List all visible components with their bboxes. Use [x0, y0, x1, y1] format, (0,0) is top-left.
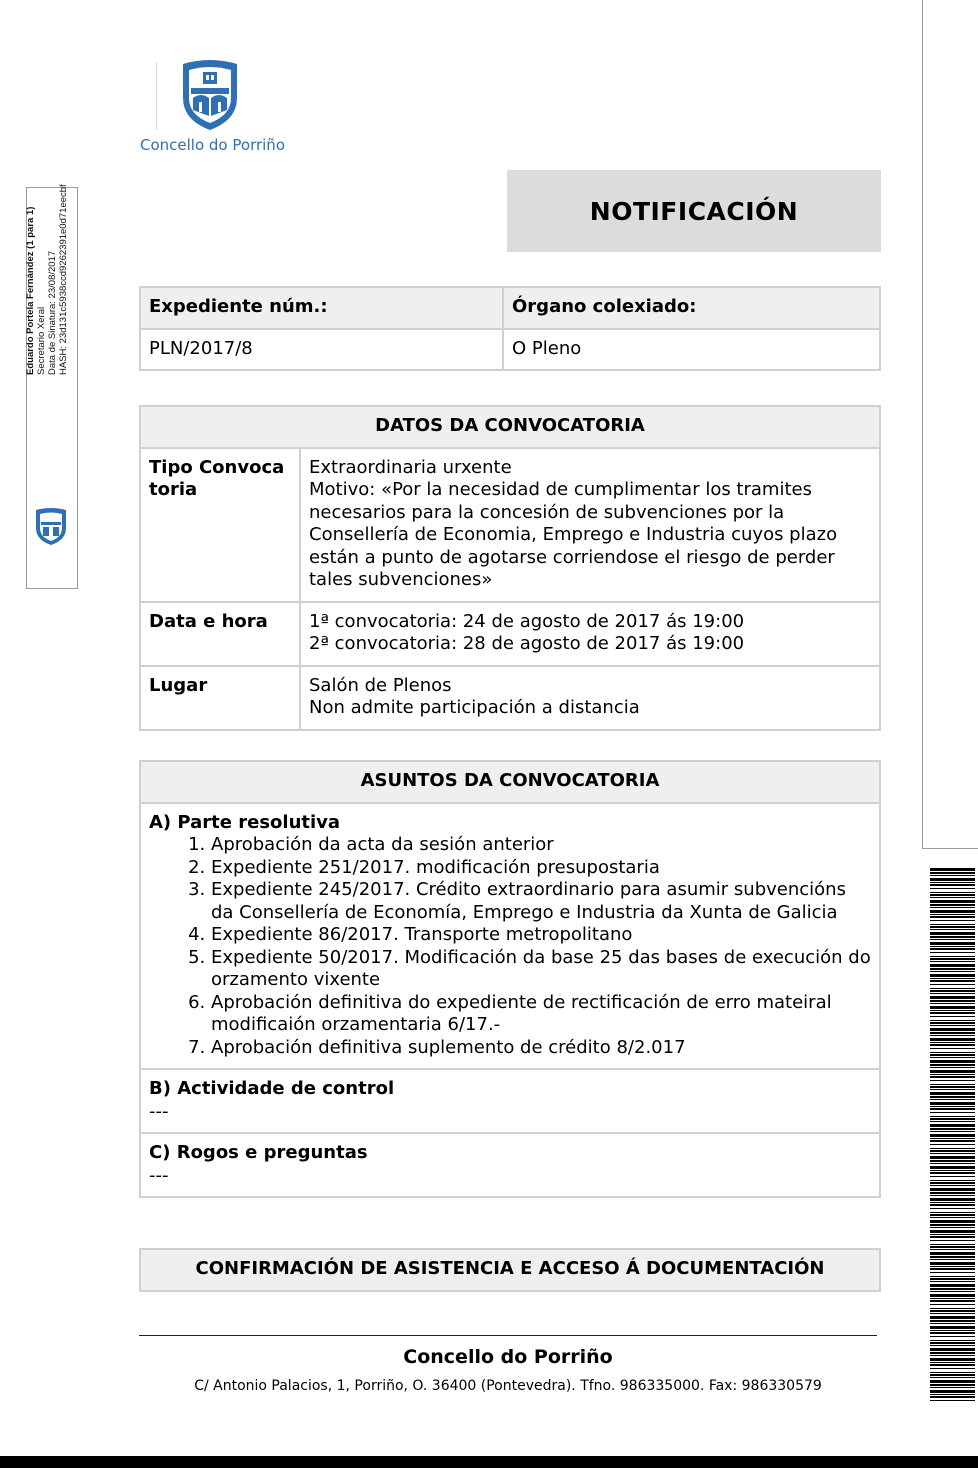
datos-heading: DATOS DA CONVOCATORIA — [140, 406, 880, 448]
asuntos-heading: ASUNTOS DA CONVOCATORIA — [140, 761, 880, 803]
actividade-control — [140, 1069, 880, 1133]
council-shield-icon — [179, 58, 241, 132]
page-title: NOTIFICACIÓN — [589, 196, 799, 226]
small-shield-icon — [33, 506, 69, 546]
segunda-convocatoria: 2ª convocatoria: 28 de agosto de 2017 ás 19:00 — [309, 633, 745, 654]
list-item: 4. Expediente 86/2017. Transporte metropolitano — [211, 924, 871, 947]
bottom-edge — [0, 1456, 978, 1468]
confirmacion-heading: CONFIRMACIÓN DE ASISTENCIA E ACCESO Á DOCUMENTACIÓN — [140, 1249, 880, 1291]
list-item: 2. Expediente 251/2017. modificación presupostaria — [211, 857, 871, 880]
lugar-value — [300, 666, 880, 730]
organo-value: O Pleno — [503, 329, 880, 371]
lugar-nome: Salón de Plenos — [309, 674, 452, 696]
confirmacion-table — [139, 1248, 881, 1292]
council-logo — [140, 58, 285, 154]
list-item: 3. Expediente 245/2017. Crédito extraordinario para asumir subvencións da Consellería de Economía, Emprego e Industria da Xunta de Galicia — [211, 879, 871, 924]
rogos-preguntas-title: C) Rogos e preguntas — [149, 1142, 368, 1163]
signer-name: Eduardo Portela Fernández (1 para 1) — [25, 206, 36, 375]
list-item: 7. Aprobación definitiva suplemento de crédito 8/2.017 — [211, 1037, 871, 1060]
notification-title-box — [507, 170, 881, 252]
rogos-preguntas — [140, 1133, 880, 1197]
tipo-value — [300, 448, 880, 602]
footer-divider — [139, 1335, 877, 1336]
signature-date: Data de Sinatura: 23/08/2017 — [47, 250, 58, 375]
footer-address: C/ Antonio Palacios, 1, Porriño, O. 36400 (Pontevedra). Tfno. 986335000. Fax: 986330579 — [194, 1378, 822, 1394]
parte-resolutiva — [140, 803, 880, 1070]
tipo-motivo: Motivo: «Por la necesidad de cumplimentar los tramites necesarios para la concesión de subvenciones por la Consellería de Economia, Emprego e Industria cuyos plazo están a punto de agotarse corriendose el riesgo de perder tales subvenciones» — [309, 479, 838, 590]
logo-text: Concello do Porriño — [140, 136, 285, 154]
tipo-convocatoria: Extraordinaria urxente — [309, 456, 512, 478]
datos-convocatoria-table — [139, 405, 881, 731]
parte-resolutiva-title: A) Parte resolutiva — [149, 811, 341, 833]
expediente-num-value: PLN/2017/8 — [140, 329, 503, 371]
tipo-label: Tipo Convocatoria — [140, 448, 300, 602]
signer-role: Secretario Xeral — [36, 306, 47, 375]
footer-name: Concello do Porriño — [403, 1346, 613, 1368]
lugar-label: Lugar — [140, 666, 300, 730]
data-hora-label: Data e hora — [140, 602, 300, 666]
organo-label: Órgano colexiado: — [503, 287, 880, 329]
right-margin-frame — [922, 0, 978, 849]
signature-logo — [33, 506, 69, 550]
signature-hash: HASH: 23d131c5938ccd9262391e0d71eecbf — [58, 184, 69, 375]
list-item: 6. Aprobación definitiva do expediente de rectificación de erro mateiral modificaión orzamentaria 6/17.- — [211, 992, 871, 1037]
barcode-icon — [930, 868, 975, 1404]
rogos-preguntas-value: --- — [149, 1164, 169, 1186]
asuntos-list — [149, 834, 871, 1059]
list-item: 5. Expediente 50/2017. Modificación da base 25 das bases de execución do orzamento vixente — [211, 947, 871, 992]
expediente-num-label: Expediente núm.: — [140, 287, 503, 329]
list-item: 1. Aprobación da acta da sesión anterior — [211, 834, 871, 857]
actividade-control-value: --- — [149, 1100, 169, 1122]
asuntos-table — [139, 760, 881, 1198]
data-hora-value — [300, 602, 880, 666]
primeira-convocatoria: 1ª convocatoria: 24 de agosto de 2017 ás 19:00 — [309, 610, 745, 632]
expediente-table — [139, 286, 881, 371]
actividade-control-title: B) Actividade de control — [149, 1078, 395, 1099]
signature-text — [25, 5, 69, 375]
lugar-nota: Non admite participación a distancia — [309, 697, 640, 718]
